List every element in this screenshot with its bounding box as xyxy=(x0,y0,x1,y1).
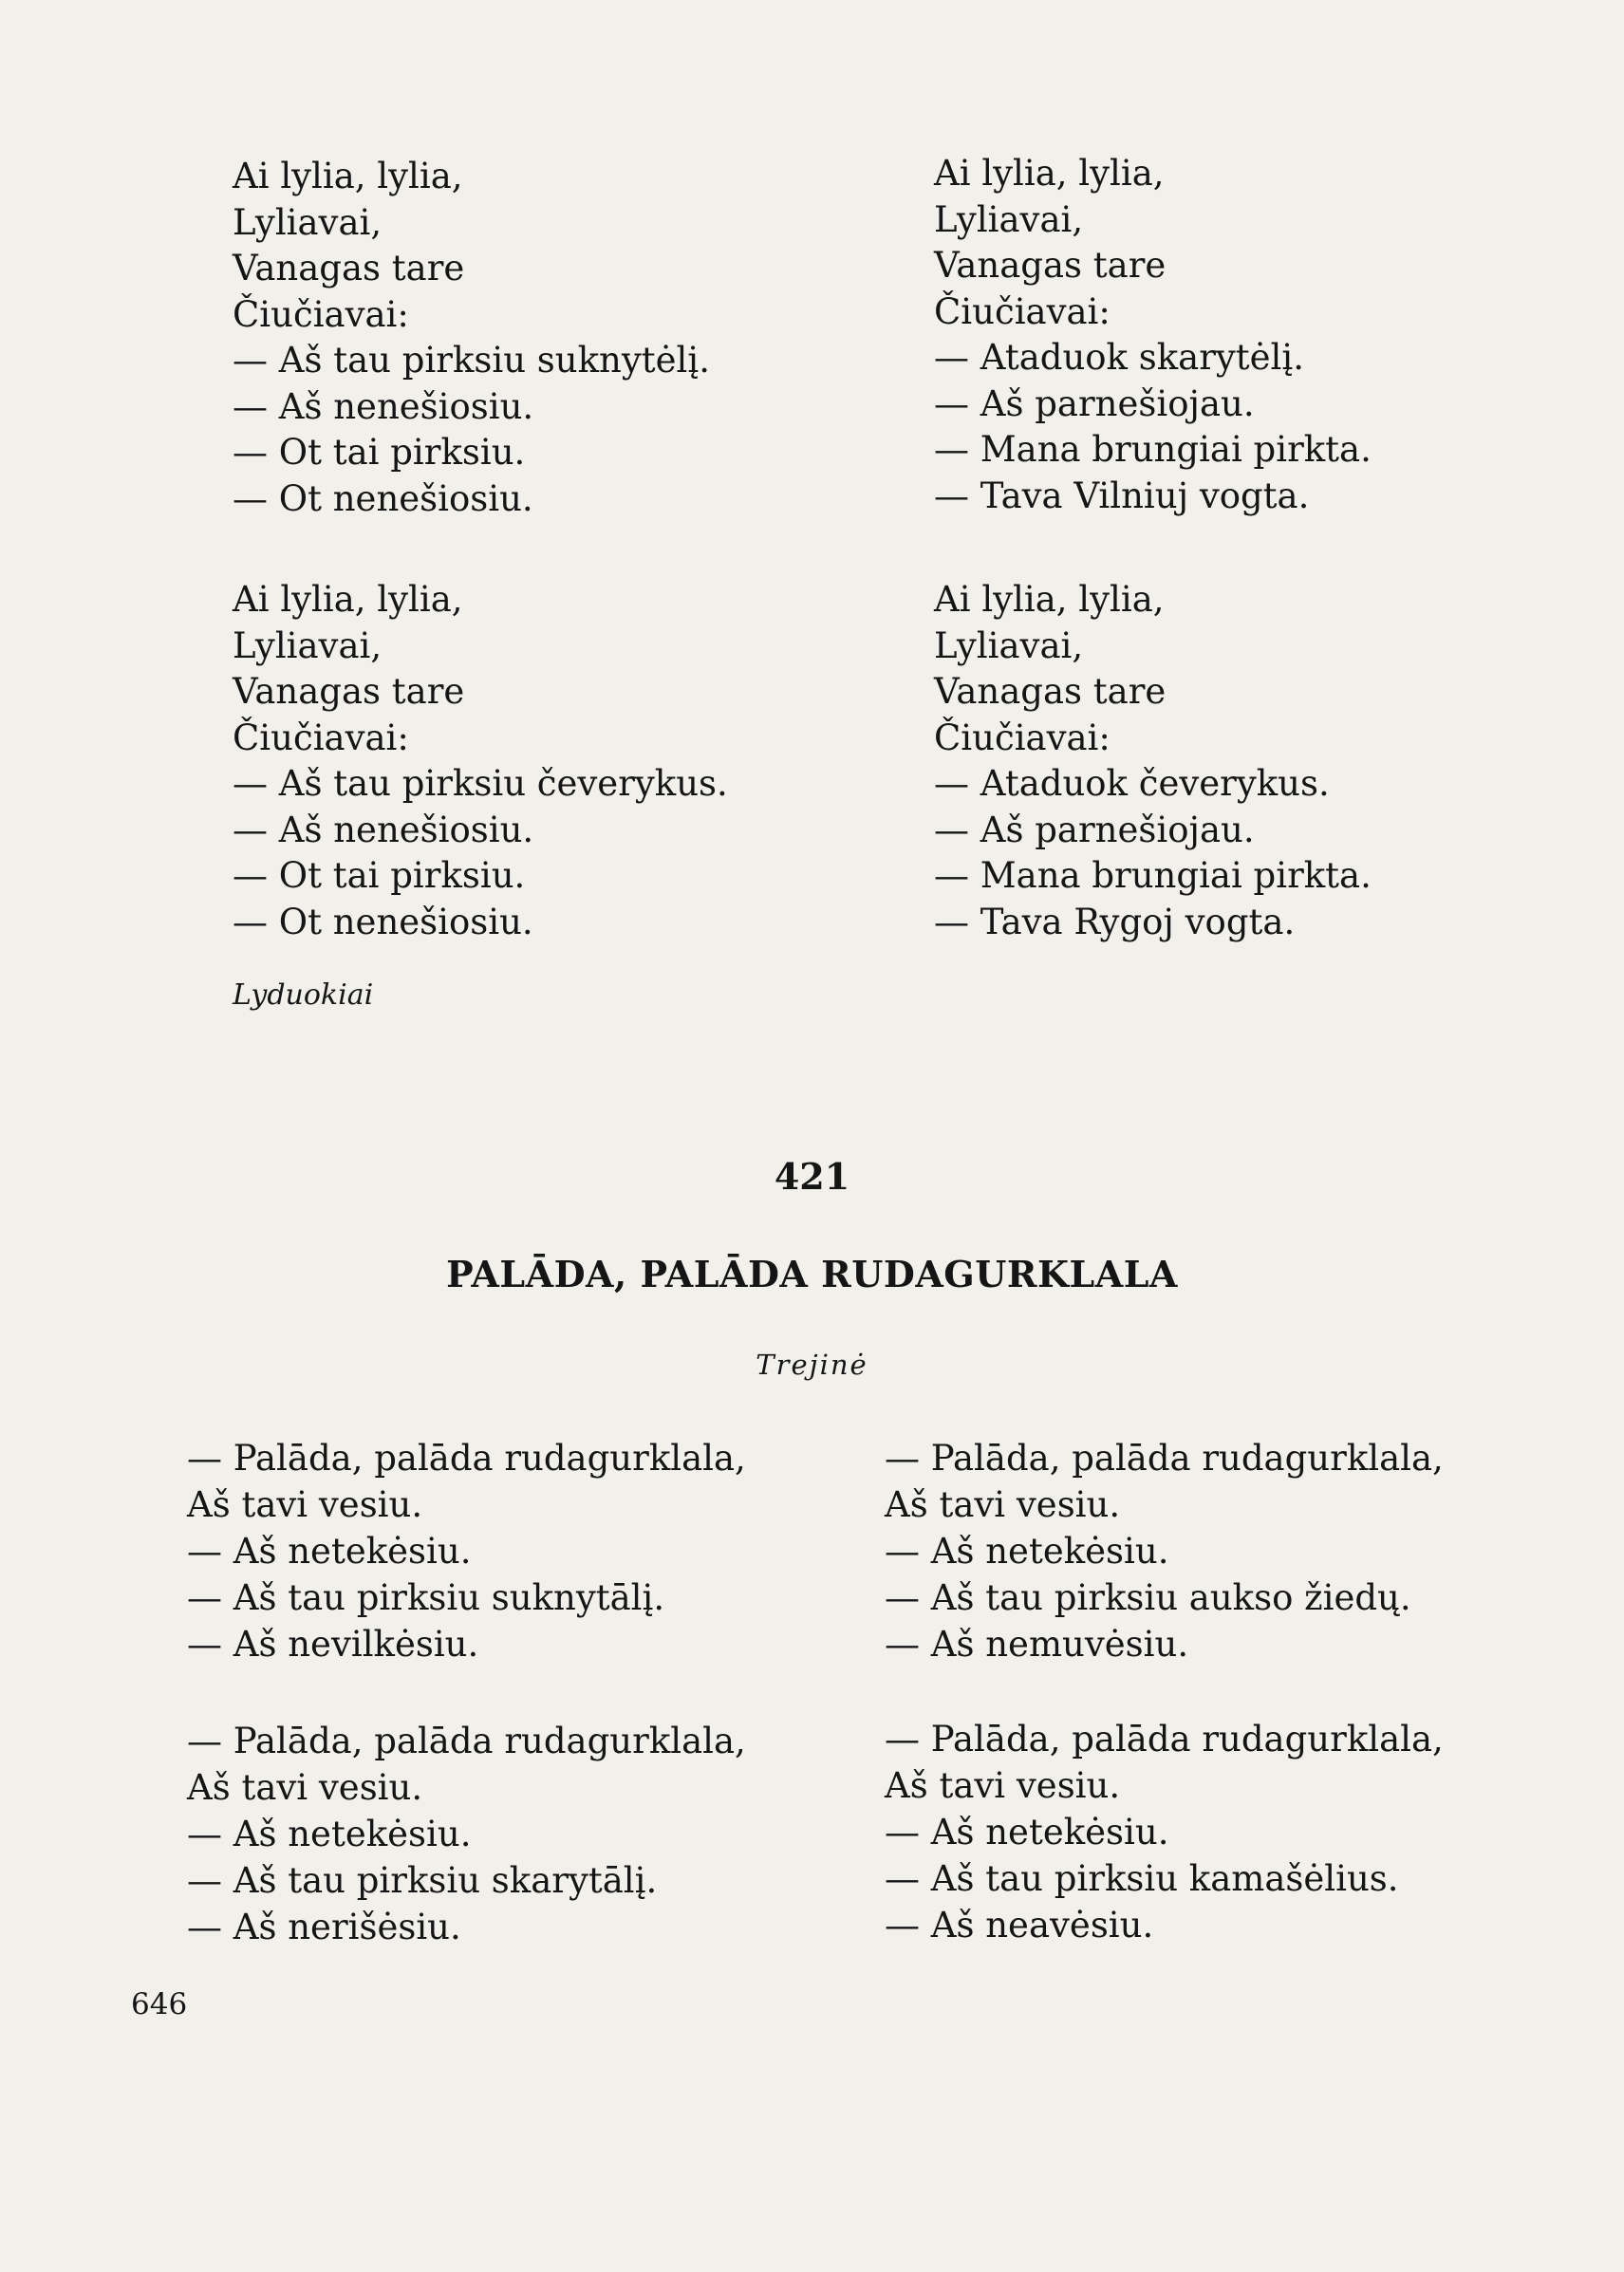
verse-line: Lyliavai, xyxy=(934,198,1084,240)
verse-line: Ai lylia, lylia, xyxy=(934,153,1165,194)
song-title: PALĀDA, PALĀDA RUDAGURKLALA xyxy=(446,1253,1178,1295)
verse-line: Ai lylia, lylia, xyxy=(233,156,463,196)
verse-line: — Aš tau pirksiu čeverykus. xyxy=(233,763,728,804)
verse-line: — Aš parnešiojau. xyxy=(934,809,1255,850)
verse-line: — Ataduok skarytėlį. xyxy=(934,337,1304,378)
verse-line: — Aš nenešiosiu. xyxy=(233,385,534,427)
verse-line: — Aš tau pirksiu skarytālį. xyxy=(187,1860,658,1901)
verse-line: Čiučiavai: xyxy=(233,293,409,335)
stanza-previous-4 xyxy=(934,577,1372,945)
verse-line: — Mana brungiai pirkta. xyxy=(934,855,1372,896)
verse-line: — Aš netekėsiu. xyxy=(187,1531,472,1572)
verse-line: — Palāda, palāda rudagurklala, xyxy=(885,1438,1444,1479)
song-number: 421 xyxy=(774,1155,850,1198)
verse-line: — Aš netekėsiu. xyxy=(885,1812,1169,1853)
verse-line: Vanagas tare xyxy=(934,245,1167,286)
verse-line: — Tava Rygoj vogta. xyxy=(934,901,1296,942)
verse-line: Aš tavi vesiu. xyxy=(187,1484,423,1525)
verse-line: Lyliavai, xyxy=(934,624,1084,666)
verse-line: — Ot tai pirksiu. xyxy=(233,855,526,896)
verse-line: — Aš tau pirksiu suknytālį. xyxy=(187,1577,665,1618)
verse-line: Ai lylia, lylia, xyxy=(233,579,463,620)
stanza-previous-2 xyxy=(934,151,1372,519)
verse-line: — Aš netekėsiu. xyxy=(885,1531,1169,1572)
verse-line: — Aš nemuvėsiu. xyxy=(885,1624,1189,1665)
stanza-previous-1 xyxy=(233,154,710,522)
verse-line: Aš tavi vesiu. xyxy=(885,1484,1121,1525)
verse-line: — Aš nevilkėsiu. xyxy=(187,1624,479,1665)
stanza-1 xyxy=(187,1435,746,1667)
stanza-3 xyxy=(187,1718,746,1950)
verse-line: Vanagas tare xyxy=(934,671,1167,712)
verse-line: — Aš nerišėsiu. xyxy=(187,1907,461,1947)
verse-line: — Ot nenešiosiu. xyxy=(233,477,533,519)
verse-line: — Aš netekėsiu. xyxy=(187,1814,472,1854)
verse-line: Vanagas tare xyxy=(233,671,465,712)
verse-line: Ai lylia, lylia, xyxy=(934,579,1165,620)
verse-line: Aš tavi vesiu. xyxy=(187,1767,423,1808)
verse-line: — Aš parnešiojau. xyxy=(934,382,1255,424)
stanza-2 xyxy=(885,1435,1444,1667)
verse-line: Čiučiavai: xyxy=(934,717,1111,758)
verse-line: Lyliavai, xyxy=(233,201,383,243)
verse-line: — Aš tau pirksiu kamašėlius. xyxy=(885,1858,1399,1899)
verse-line: Lyliavai, xyxy=(233,624,383,666)
stanza-4 xyxy=(885,1716,1444,1948)
verse-line: — Tava Vilniuj vogta. xyxy=(934,475,1310,516)
verse-line: Aš tavi vesiu. xyxy=(885,1765,1121,1806)
verse-line: — Mana brungiai pirkta. xyxy=(934,429,1372,470)
verse-line: — Aš neavėsiu. xyxy=(885,1905,1154,1946)
verse-line: Čiučiavai: xyxy=(934,290,1111,332)
verse-line: — Ot tai pirksiu. xyxy=(233,432,526,473)
collection-place: Lyduokiai xyxy=(233,978,374,1012)
stanza-previous-3 xyxy=(233,577,728,945)
verse-line: — Aš tau pirksiu suknytėlį. xyxy=(233,340,710,381)
verse-line: — Palāda, palāda rudagurklala, xyxy=(187,1438,746,1479)
verse-line: — Palāda, palāda rudagurklala, xyxy=(187,1721,746,1761)
page-number: 646 xyxy=(131,1987,188,2021)
verse-line: — Aš nenešiosiu. xyxy=(233,809,534,850)
verse-line: — Ataduok čeverykus. xyxy=(934,763,1330,804)
song-meter: Trejinė xyxy=(756,1349,868,1381)
verse-line: — Palāda, palāda rudagurklala, xyxy=(885,1719,1444,1760)
verse-line: — Aš tau pirksiu aukso žiedų. xyxy=(885,1577,1411,1618)
verse-line: — Ot nenešiosiu. xyxy=(233,901,533,942)
verse-line: Čiučiavai: xyxy=(233,717,409,758)
verse-line: Vanagas tare xyxy=(233,248,465,289)
